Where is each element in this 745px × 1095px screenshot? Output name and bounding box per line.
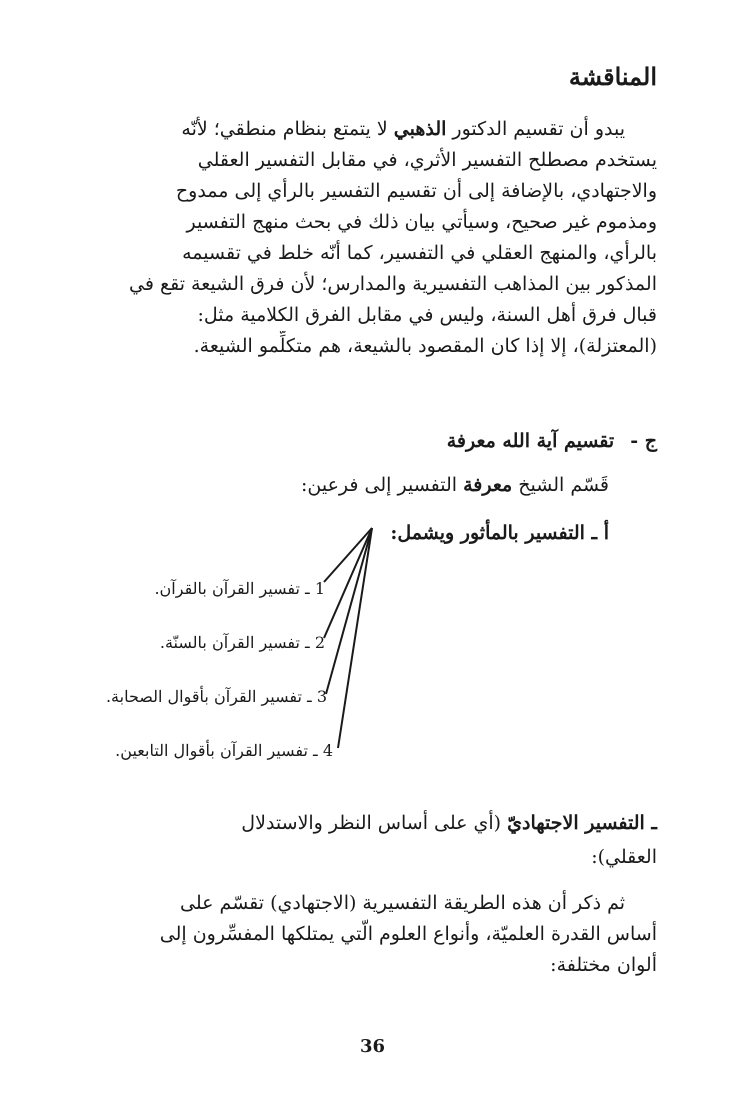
- paragraph-line: المذكور بين المذاهب التفسيرية والمدارس؛ لأن فرق الشيعة تقع في: [129, 273, 657, 295]
- paragraph-line: (المعتزلة)، إلا إذا كان المقصود بالشيعة، هم متكلِّمو الشيعة.: [193, 335, 657, 357]
- section-c-heading: [447, 426, 657, 456]
- section-marker: ج -: [630, 430, 657, 452]
- page-number: 36: [359, 1036, 386, 1057]
- list-item: 3 ـ تفسير القرآن بأقوال الصحابة.: [105, 687, 327, 706]
- list-item: 4 ـ تفسير القرآن بأقوال التابعين.: [115, 741, 333, 760]
- text-run: (أي على أساس النظر والاستدلال: [241, 812, 508, 834]
- intro-line: [301, 470, 609, 500]
- text-run: لا يتمتع بنظام منطقي؛ لأنّه: [181, 118, 394, 140]
- section-title: تقسيم آية الله معرفة: [446, 430, 615, 452]
- paragraph-line: قبال فرق أهل السنة، وليس في مقابل الفرق الكلامية مثل:: [197, 304, 657, 326]
- list-item: 2 ـ تفسير القرآن بالسنّة.: [159, 633, 325, 652]
- text-run: قَسّم الشيخ: [512, 474, 609, 496]
- bold-name: معرفة: [463, 474, 513, 496]
- bold-name: الذهبي: [393, 118, 447, 140]
- discussion-paragraph: [83, 114, 657, 362]
- list-item: 1 ـ تفسير القرآن بالقرآن.: [154, 579, 325, 598]
- paragraph-line: ومذموم غير صحيح، وسيأتي بيان ذلك في بحث منهج التفسير: [186, 211, 657, 233]
- text-run: يبدو أن تقسيم الدكتور: [446, 118, 625, 140]
- paragraph-line: ألوان مختلفة:: [550, 954, 657, 976]
- paragraph-line: العقلي):: [591, 846, 657, 868]
- subheading-a: أ ـ التفسير بالمأثور ويشمل:: [390, 522, 609, 544]
- section-heading: المناقشة: [568, 62, 657, 91]
- paragraph-line: بالرأي، والمنهج العقلي في التفسير، كما أنّه خلط في تقسيمه: [182, 242, 657, 264]
- paragraph-line: أساس القدرة العلميّة، وأنواع العلوم الّتي يمتلكها المفسِّرون إلى: [159, 923, 657, 945]
- paragraph-line: يستخدم مصطلح التفسير الأثري، في مقابل التفسير العقلي: [197, 149, 657, 171]
- ijtihadi-heading: [83, 806, 657, 874]
- paragraph-line: والاجتهادي، بالإضافة إلى أن تقسيم التفسير بالرأي إلى ممدوح: [175, 180, 657, 202]
- closing-paragraph: [83, 888, 657, 981]
- paragraph-line: ثم ذكر أن هذه الطريقة التفسيرية (الاجتهادي) تقسّم على: [180, 892, 625, 914]
- bold-term: ـ التفسير الاجتهاديّ: [507, 812, 657, 834]
- paragraph-line: [83, 806, 657, 840]
- branch-line-2: [324, 528, 372, 638]
- paragraph-line: [83, 114, 657, 145]
- text-run: التفسير إلى فرعين:: [301, 474, 464, 496]
